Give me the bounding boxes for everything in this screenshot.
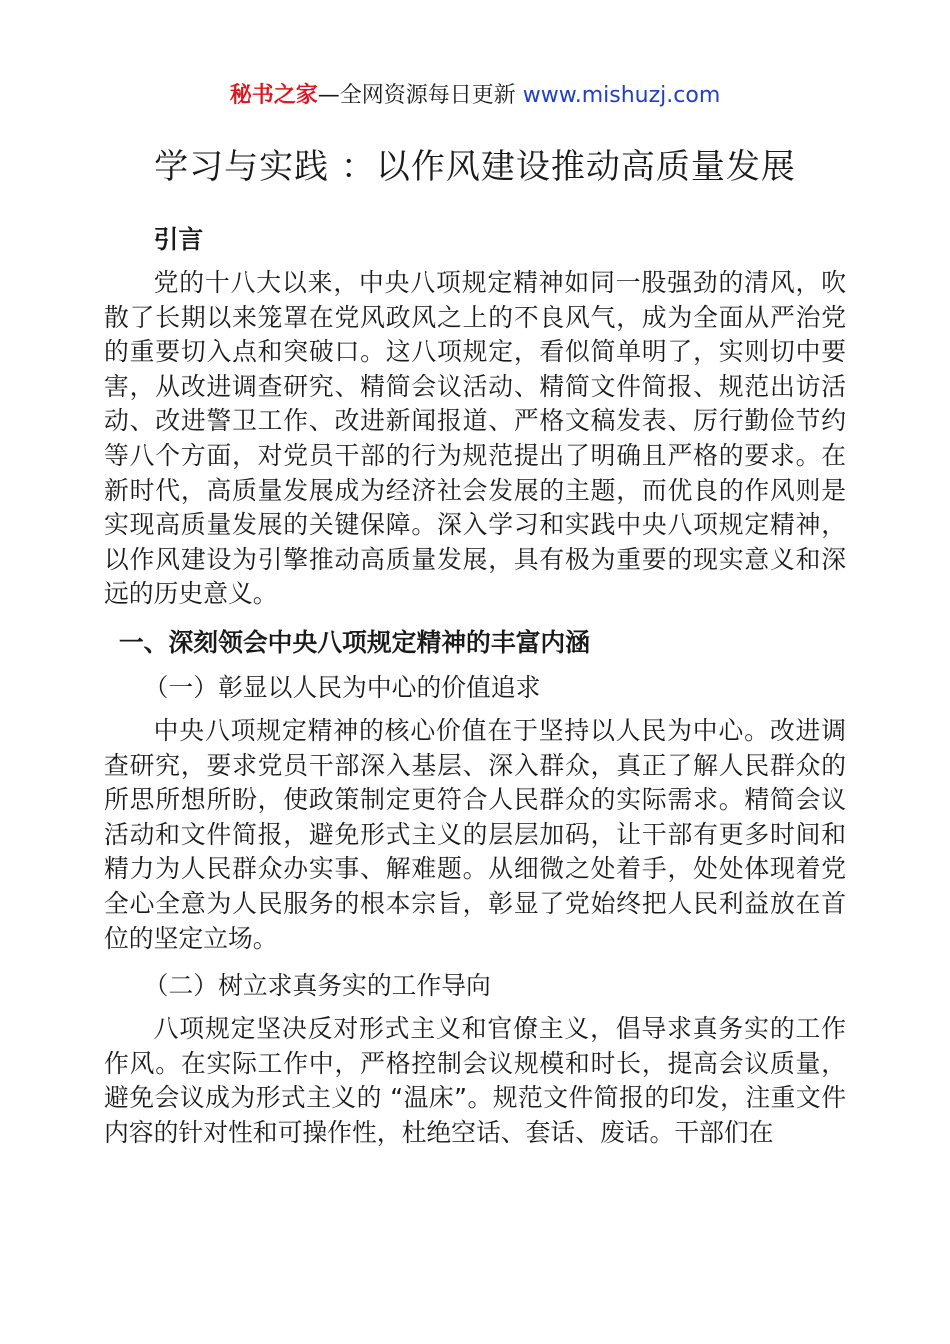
brand-name: 秘书之家 xyxy=(229,83,318,108)
document-title: 学习与实践 ：以作风建设推动高质量发展 xyxy=(154,147,796,187)
subsection-heading-1: （一）彰显以人民为中心的价值追求 xyxy=(143,672,541,702)
header-tagline: —全网资源每日更新 xyxy=(317,83,516,108)
subsection-heading-2: （二）树立求真务实的工作导向 xyxy=(143,971,491,1001)
document-body xyxy=(104,220,846,1150)
subsection-paragraph-2: 八项规定坚决反对形式主义和官僚主义，倡导求真务实的工作作风。在实际工作中，严格控制会议规模和时长，提高会议质量，避免会议成为形式主义的 “温床”。规范文件简报的印发，注重文件内容的针对性和可操作性，杜绝空话、套话、废话。干部们在 xyxy=(104,1014,846,1147)
subsection-paragraph-1: 中央八项规定精神的核心价值在于坚持以人民为中心。改进调查研究，要求党员干部深入基层、深入群众，真正了解人民群众的所思所想所盼，使政策制定更符合人民群众的实际需求。精简会议活动和文件简报，避免形式主义的层层加码，让干部有更多时间和精力为人民群众办实事、解难题。从细微之处着手，处处体现着党全心全意为人民服务的根本宗旨，彰显了党始终把人民利益放在首位的坚定立场。 xyxy=(104,715,846,953)
intro-heading: 引言 xyxy=(153,225,204,254)
intro-paragraph: 党的十八大以来，中央八项规定精神如同一股强劲的清风，吹散了长期以来笼罩在党风政风之上的不良风气，成为全面从严治党的重要切入点和突破口。这八项规定，看似简单明了，实则切中要害，从改进调查研究、精简会议活动、精简文件简报、规范出访活动、改进警卫工作、改进新闻报道、严格文稿发表、厉行勤俭节约等八个方面，对党员干部的行为规范提出了明确且严格的要求。在新时代，高质量发展成为经济社会发展的主题，而优良的作风则是实现高质量发展的关键保障。深入学习和实践中央八项规定精神，以作风建设为引擎推动高质量发展，具有极为重要的现实意义和深远的历史意义。 xyxy=(104,268,846,609)
section-heading-1: 一、深刻领会中央八项规定精神的丰富内涵 xyxy=(118,627,591,657)
site-header xyxy=(0,80,950,112)
site-url-link[interactable]: www.mishuzj.com xyxy=(522,83,721,108)
